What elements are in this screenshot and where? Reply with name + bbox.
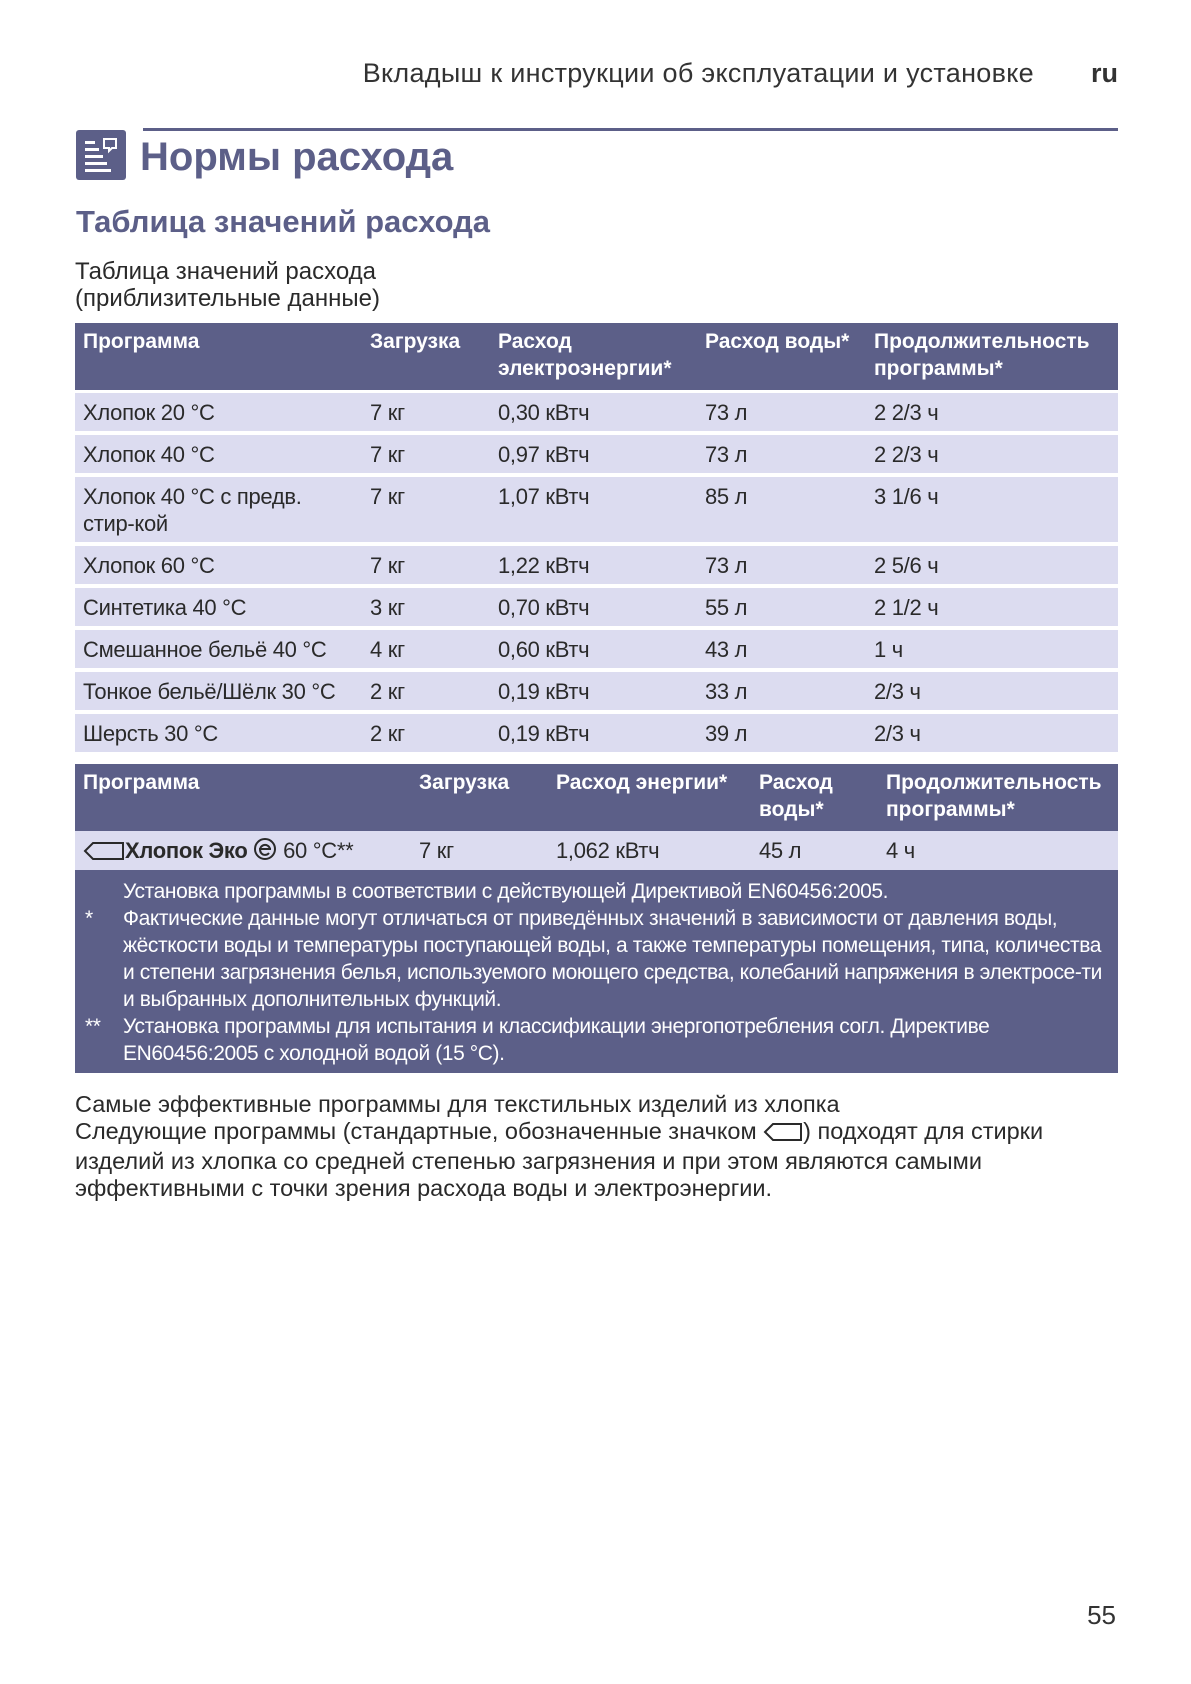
cell-energy: 0,19 кВтч <box>490 710 697 752</box>
paragraph-part-1: Следующие программы (стандартные, обозначенные значком <box>75 1118 757 1144</box>
cell-duration: 4 ч <box>878 831 1118 872</box>
cell-program: Хлопок 40 °C с предв. стир-кой <box>75 473 362 542</box>
table-footnotes <box>75 870 1118 1073</box>
cell-duration: 2/3 ч <box>866 710 1118 752</box>
standard-program-icon <box>763 1121 803 1148</box>
cell-energy: 1,22 кВтч <box>490 542 697 584</box>
caption-line-1: Таблица значений расхода <box>75 258 377 285</box>
cell-load: 2 кг <box>362 668 490 710</box>
cell-program <box>75 831 411 872</box>
cell-load: 7 кг <box>362 473 490 542</box>
cell-energy: 1,07 кВтч <box>490 473 697 542</box>
cell-load: 7 кг <box>362 542 490 584</box>
header-energy: Расход электроэнергии* <box>490 323 697 390</box>
cell-program: Хлопок 40 °C <box>75 431 362 473</box>
section-title: Нормы расхода <box>140 135 454 179</box>
cell-program: Смешанное бельё 40 °C <box>75 626 362 668</box>
cell-program: Тонкое бельё/Шёлк 30 °C <box>75 668 362 710</box>
cell-load: 3 кг <box>362 584 490 626</box>
cell-program: Шерсть 30 °C <box>75 710 362 752</box>
table-row <box>75 710 1118 752</box>
footnote-star-text: Фактические данные могут отличаться от приведённых значений в зависимости от давления воды, жёсткости воды и температуры поступающей воды, а также температуры помещения, типа, количества и степени загрязнения белья, используемого моющего средства, колебаний напряжения в электросе-ти и выбранных дополнительных функций. <box>123 907 1102 1011</box>
header-water: Расход воды* <box>697 323 866 390</box>
header-duration: Продолжительность программы* <box>866 323 1118 390</box>
header-load: Загрузка <box>362 323 490 390</box>
cell-load: 7 кг <box>411 831 548 872</box>
efficient-programs-text <box>75 1091 1120 1202</box>
cell-program: Хлопок 20 °C <box>75 390 362 431</box>
page-number: 55 <box>1087 1600 1116 1630</box>
cell-energy: 0,60 кВтч <box>490 626 697 668</box>
cell-energy: 0,30 кВтч <box>490 390 697 431</box>
paragraph-part-2: ) подходят для стирки изделий из хлопка со средней степенью загрязнения и при этом являются самыми эффективными с точки зрения расхода воды и электроэнергии. <box>75 1118 1044 1201</box>
table-row <box>75 831 1118 872</box>
cell-duration: 1 ч <box>866 626 1118 668</box>
cell-water: 73 л <box>697 431 866 473</box>
cell-duration: 2 2/3 ч <box>866 390 1118 431</box>
eco-program-temp: 60 °C** <box>283 838 354 863</box>
footnote-star-mark: * <box>85 907 93 930</box>
consumption-table <box>75 323 1118 752</box>
cell-load: 7 кг <box>362 431 490 473</box>
cell-water: 85 л <box>697 473 866 542</box>
header-energy: Расход энергии* <box>548 764 751 831</box>
cell-water: 45 л <box>751 831 878 872</box>
cell-duration: 2 5/6 ч <box>866 542 1118 584</box>
cell-energy: 0,19 кВтч <box>490 668 697 710</box>
cell-load: 4 кг <box>362 626 490 668</box>
header-duration: Продолжительность программы* <box>878 764 1118 831</box>
eco-program-table <box>75 764 1118 872</box>
table-header-row <box>75 323 1118 390</box>
header-load: Загрузка <box>411 764 548 831</box>
caption-line-2: (приблизительные данные) <box>75 285 380 312</box>
header-program: Программа <box>75 323 362 390</box>
table-row <box>75 584 1118 626</box>
table-row <box>75 431 1118 473</box>
footnote-double-star-text: Установка программы для испытания и классификации энергопотребления согл. Директиве EN60456:2005 с холодной водой (15 °C). <box>123 1015 990 1065</box>
header-program: Программа <box>75 764 411 831</box>
page-header <box>0 56 1118 96</box>
standard-program-icon <box>83 840 125 867</box>
table-row <box>75 626 1118 668</box>
table-row <box>75 668 1118 710</box>
cell-energy: 1,062 кВтч <box>548 831 751 872</box>
cell-water: 43 л <box>697 626 866 668</box>
cell-water: 73 л <box>697 390 866 431</box>
header-title: Вкладыш к инструкции об эксплуатации и установке <box>362 58 1034 88</box>
efficient-programs-title: Самые эффективные программы для текстильных изделий из хлопка <box>75 1091 840 1117</box>
cell-water: 33 л <box>697 668 866 710</box>
eco-symbol-icon <box>253 837 277 867</box>
cell-program: Синтетика 40 °C <box>75 584 362 626</box>
subsection-title: Таблица значений расхода <box>76 204 491 239</box>
table-row <box>75 390 1118 431</box>
cell-load: 2 кг <box>362 710 490 752</box>
header-water: Расход воды* <box>751 764 878 831</box>
cell-water: 39 л <box>697 710 866 752</box>
footnote-double-star-mark: ** <box>85 1015 101 1038</box>
eco-program-name: Хлопок Эко <box>125 838 248 863</box>
cell-duration: 2 2/3 ч <box>866 431 1118 473</box>
table-row <box>75 473 1118 542</box>
cell-energy: 0,97 кВтч <box>490 431 697 473</box>
footnote-intro: Установка программы в соответствии с действующей Директивой EN60456:2005. <box>123 880 889 903</box>
cell-program: Хлопок 60 °C <box>75 542 362 584</box>
cell-duration: 2/3 ч <box>866 668 1118 710</box>
section-divider <box>143 128 1118 131</box>
cell-water: 55 л <box>697 584 866 626</box>
efficient-programs-paragraph <box>75 1118 1120 1202</box>
table-header-row <box>75 764 1118 831</box>
cell-duration: 2 1/2 ч <box>866 584 1118 626</box>
cell-energy: 0,70 кВтч <box>490 584 697 626</box>
cell-duration: 3 1/6 ч <box>866 473 1118 542</box>
cell-load: 7 кг <box>362 390 490 431</box>
consumption-table-icon <box>76 130 126 180</box>
language-code: ru <box>1091 58 1118 88</box>
table-caption <box>75 258 380 312</box>
table-row <box>75 542 1118 584</box>
cell-water: 73 л <box>697 542 866 584</box>
